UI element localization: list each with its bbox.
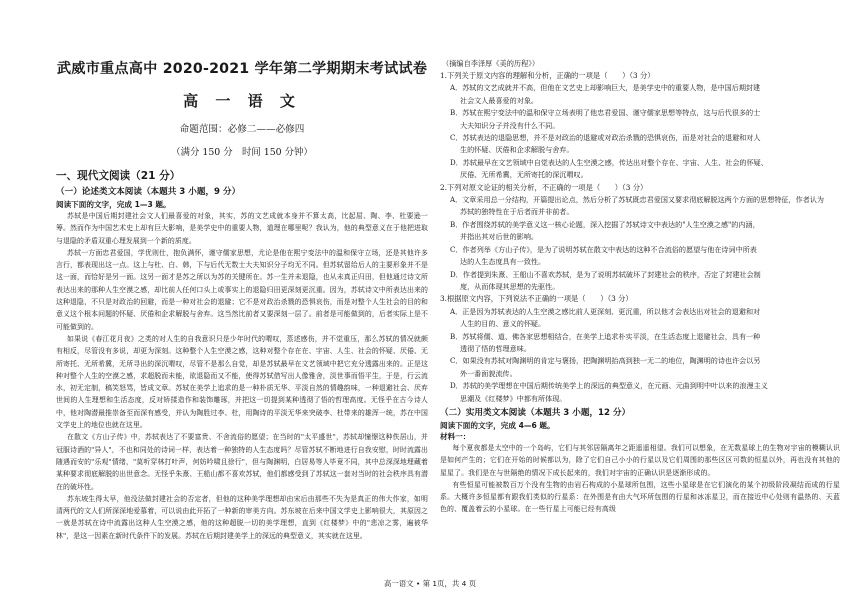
reading-instruction: 阅读下面的文字，完成 4—6 题。 (440, 420, 555, 430)
subsection-heading: （二）实用类文本阅读（本题共 3 小题，12 分） (440, 407, 631, 418)
answer-option (440, 269, 840, 294)
left-column (56, 58, 428, 542)
option-line: D．作者提到朱熹、王船山不喜欢苏轼，是为了说明苏轼破坏了封建社会的秩序，否定了封建社会制 (450, 269, 761, 279)
answer-option (440, 82, 840, 107)
answer-option (440, 132, 840, 157)
option-line: C．如果没有苏轼对陶渊明的肯定与褒扬，把陶渊明抬高到独一无二的地位，陶渊明的诗也许会以另 (450, 356, 761, 366)
answer-option (440, 107, 840, 132)
question-block (440, 293, 840, 405)
passage-paragraph: 如果说《春江花月夜》之类的对人生的自我意识只是少年时代的喟叹，蒸述感伤，并不觉重压，那么苏轼的情况就颇有相反，尽管没有多说，却更为深刻。这种整个人生空漠之感，这种对整个存在在、宇宙、人生、社会的怀疑、厌倦、无所寄托、无所希冀，无所寻出的深沉喟叹，尽管不是那么自觉，却是苏轼最早在文艺领域中把它充分透露出来的。正是这种对整个人生的空漠之感，求超脱而未能，欲退隐而又不能，使得苏轼借写出人像雅舍，淡世事而悟平生，于是，行云流水，初无定制，稿笑怒骂，皆成文章。苏轼在美学上追求的是一种朴质无华、平淡自然的情趣韵味，一种退避社会、厌弃世间的人生理想和生活态度，反对矫揉造作和装饰雕琢，并把这一切提到某种透彻了悟的哲理高度。无怪乎在古今诗人中，他对陶潜最推崇备至而深有感受，并认为陶胜过李、杜，用陶诗的平淡无华来突破李、杜带来的雄浑一统，苏在中国文学史上的地位也就在这里。 (56, 334, 428, 430)
option-continuation: 透彻了悟的哲理意味。 (460, 343, 531, 353)
option-continuation: 外一番面貌流传。 (460, 368, 517, 378)
subsection-heading: （一）论述类文本阅读（本题共 3 小题，9 分） (56, 187, 241, 197)
option-continuation: 苏轼的独特性在于后者而并非前者。 (460, 207, 574, 217)
page-footer: 高一语文 • 第 1页，共 4 页 (383, 579, 477, 588)
question-stem: 1.下列关于原文内容的理解和分析，正确的一项是（ ）（3 分） (440, 71, 655, 80)
question-stem: 3.根据原文内容，下列说法不正确的一项是（ ）（3 分） (440, 294, 633, 304)
question-block (440, 182, 840, 294)
answer-option (440, 194, 840, 219)
material-paragraph: 每个夏夜都是太空中的一个岛屿，它们与其邻居隔离年之距遥遥相望。我们可以想象，在无数星球上的生物对宇宙的模糊认识是如何产生的；它们在开始的时候都以为，除了它们自己小小的行星以及它们周围的那些区区可数的恒星以外，再也没有其他的星星了。我们是在与世隔绝的情况下成长起来的，我们对宇宙的正确认识是逐渐形成的。 (440, 443, 840, 477)
right-column (440, 58, 840, 516)
section-heading: 一、现代文阅读（21 分） (56, 170, 181, 182)
source-citation: （摘编自李泽厚《美的历程》） (442, 59, 540, 68)
option-continuation: 并指出其对后世的影响。 (460, 232, 539, 242)
exam-subject: 高 一 语 文 (183, 92, 301, 110)
passage-paragraph: 苏轼是中国后期封建社会文人们最喜爱的对象，其实，苏的文艺成就本身并不算太高，比起屈、陶、李、杜要逊一筹。然而作为中国艺术史上却有巨大影响，是美学史中的重要人物，道理在哪里呢？我认为，他的典型意义在于他把进取与退隐的矛盾双重心理发展到一个新的质度。 (56, 212, 428, 245)
option-continuation: 人生的目的、意义的怀疑。 (460, 319, 546, 329)
exam-meta: （满分 150 分 时间 150 分钟） (171, 147, 313, 158)
option-line: B．作者围绕苏轼的美学意义这一核心论题，深入挖掘了苏轼诗文中表达的"人生空漠之感"的内涵， (450, 219, 760, 229)
option-line: B．苏轼在熙宁变法中的温和保守立场表明了他忠君爱国、谨守儒家思想等特点，这与后代很多的士 (450, 108, 761, 118)
option-line: D．苏轼最早在文艺领域中自觉表达的人生空漠之感，传达出对整个存在、宇宙、人生、社会的怀疑、 (450, 157, 768, 167)
option-line: C．作者列举《方山子传》，是为了说明苏轼在散文中表达的这种不合流俗的愿望与他在诗词中所表 (450, 244, 757, 254)
passage-paragraph: 苏轼一方面忠君爱国，学优则仕，抱负满怀，谨守儒家思想，尤论是他在熙宁变法中的温和保守立场，还是其他许多言行，都表现出这一点。这上与杜、白、韩，下与后代无数士大夫知识分子均无不同。但苏轼留给后人的主要形象并不是这一面，而恰好是另一面。这另一面才是苏之所以为苏的关键所在。苏一生并未退隐，也从未真正归田，但他通过诗文所表达出来的那种人生空漠之感，却比前人任何口头上或事实上的退隐归田更深刻更沉重。因为，苏轼诗文中所表达出来的这种退隐，不只是对政治的回避，而是一种对社会的退避；它不是对政治杀戮的恐惧哀伤，而是对整个人生社会的目的和意义这个根本问题的怀疑、厌倦和企求解脱与舍弃。这当然比前者又要深刻一层了。前者是可能做到的，后者实际上是不可能做到的。 (56, 248, 428, 331)
option-continuation: 厌倦、无所希冀，无所寄托的深沉喟叹。 (460, 170, 588, 180)
option-continuation: 社会文人最喜爱的对象。 (460, 95, 539, 105)
option-continuation: 度，从而体现其思想的先驱性。 (460, 281, 560, 291)
option-continuation: 思潮及《红楼梦》中都有所体现。 (460, 393, 567, 403)
answer-option (440, 157, 840, 182)
option-line: B．苏轼将儒、道、佛各家思想相结合，在美学上追求朴实平淡，在生活态度上退避社会，具有一种 (450, 331, 761, 341)
option-line: D．苏轼的美学理想在中国后期传统美学上的深远的典型意义，在元画、元曲到明中叶以来的浪漫主义 (450, 381, 768, 391)
answer-option (440, 244, 840, 269)
option-line: A．文章采用总一分结构，开篇提出论点，然后分析了苏轼既忠君爱国又要求彻底解脱这两个方面的思想特征，作者认为 (450, 195, 824, 205)
option-line: A．苏轼的文艺成就并不高，但他在文艺史上却影响巨大，是美学史中的重要人物，是中国后期封建 (450, 83, 761, 93)
reading-instruction: 阅读下面的文字，完成 1—3 题。 (56, 200, 171, 209)
option-continuation: 生的怀疑、厌倦和企求解脱与舍弃。 (460, 145, 574, 155)
material-label: 材料一： (440, 431, 471, 441)
exam-title: 武威市重点高中 2020-2021 学年第二学期期末考试试卷 (56, 61, 428, 77)
answer-option (440, 355, 840, 380)
option-line: C．苏轼表达的退隐思想，并不是对政治的退避或对政治杀戮的恐惧哀伤，而是对社会的退避和对人 (450, 133, 761, 143)
answer-option (440, 380, 840, 405)
material-paragraph: 有些恒星可能被数百万个没有生物的由岩石构成的小星球所包围，这些小星球是在它们演化的某个初级阶段凝结而成的行星系。大概许多恒星都有跟我们类似的行星系：在外围是有由大气环所包围的行星和冰冻星卫，而在接近中心处则有温热的、天蓝色的、覆盖着云的小星球。在一些行星上可能已经有高级 (440, 480, 840, 514)
answer-option (440, 306, 840, 331)
option-continuation: 大夫知识分子并没有什么不同。 (460, 120, 560, 130)
answer-option (440, 331, 840, 356)
passage-paragraph: 苏东坡生得太早，他没法做封建社会的否定者，但他的这种美学理想却由宋后由那些不失为是真正的伟大作家，如明清两代的文人们所深深地爱慕着，可以说由此开拓了一种新的审美方向。苏东坡在后来中国文学史上影响很大，其原因之一就是苏轼在诗中流露出这种人生空漠之感，他的这种超脱一切的美学理想，直到《红楼梦》中的"悲凉之雾，遍被华林"，是这一因素在新时代条件下的发展。苏轼在后期封建美学上的深远的典型意义，其实就在这里。 (56, 494, 428, 540)
question-block (440, 70, 840, 182)
passage-paragraph: 在散文《方山子传》中，苏轼表达了不要富贵、不舍流俗的愿望；在当时的"太平盛世"，苏轼却憧憬这种佚居山，并冠服诗酒的"异人"，不也和同处的诗词一样，表达着一种独特的人生态度吗？尽管苏轼不断地进行自我安慰，时时流露出随遇而安的"乐观"情绪，"莫听穿林打叶声，何妨吟啸且徐行"，但与陶渊明，白居易等人毕竟不同，其中总深深地埋藏着某种要求彻底解脱的出世意念。无怪乎朱熹、王船山都不喜欢苏轼，他们都感受到了苏轼这一套对当时的社会秩序具有潜在的破坏性。 (56, 433, 428, 491)
option-continuation: 达的人生态度具有一致性。 (460, 257, 546, 267)
option-line: A．正是因为苏轼表达的人生空漠之感比前人更深刻、更沉重，所以他才会表达出对社会的退避和对 (450, 306, 761, 316)
answer-option (440, 219, 840, 244)
exam-scope: 命题范围：必修二——必修四 (179, 124, 305, 135)
question-stem: 2.下列对原文论证的相关分析，不正确的一项是（ ）（3 分） (440, 182, 648, 192)
